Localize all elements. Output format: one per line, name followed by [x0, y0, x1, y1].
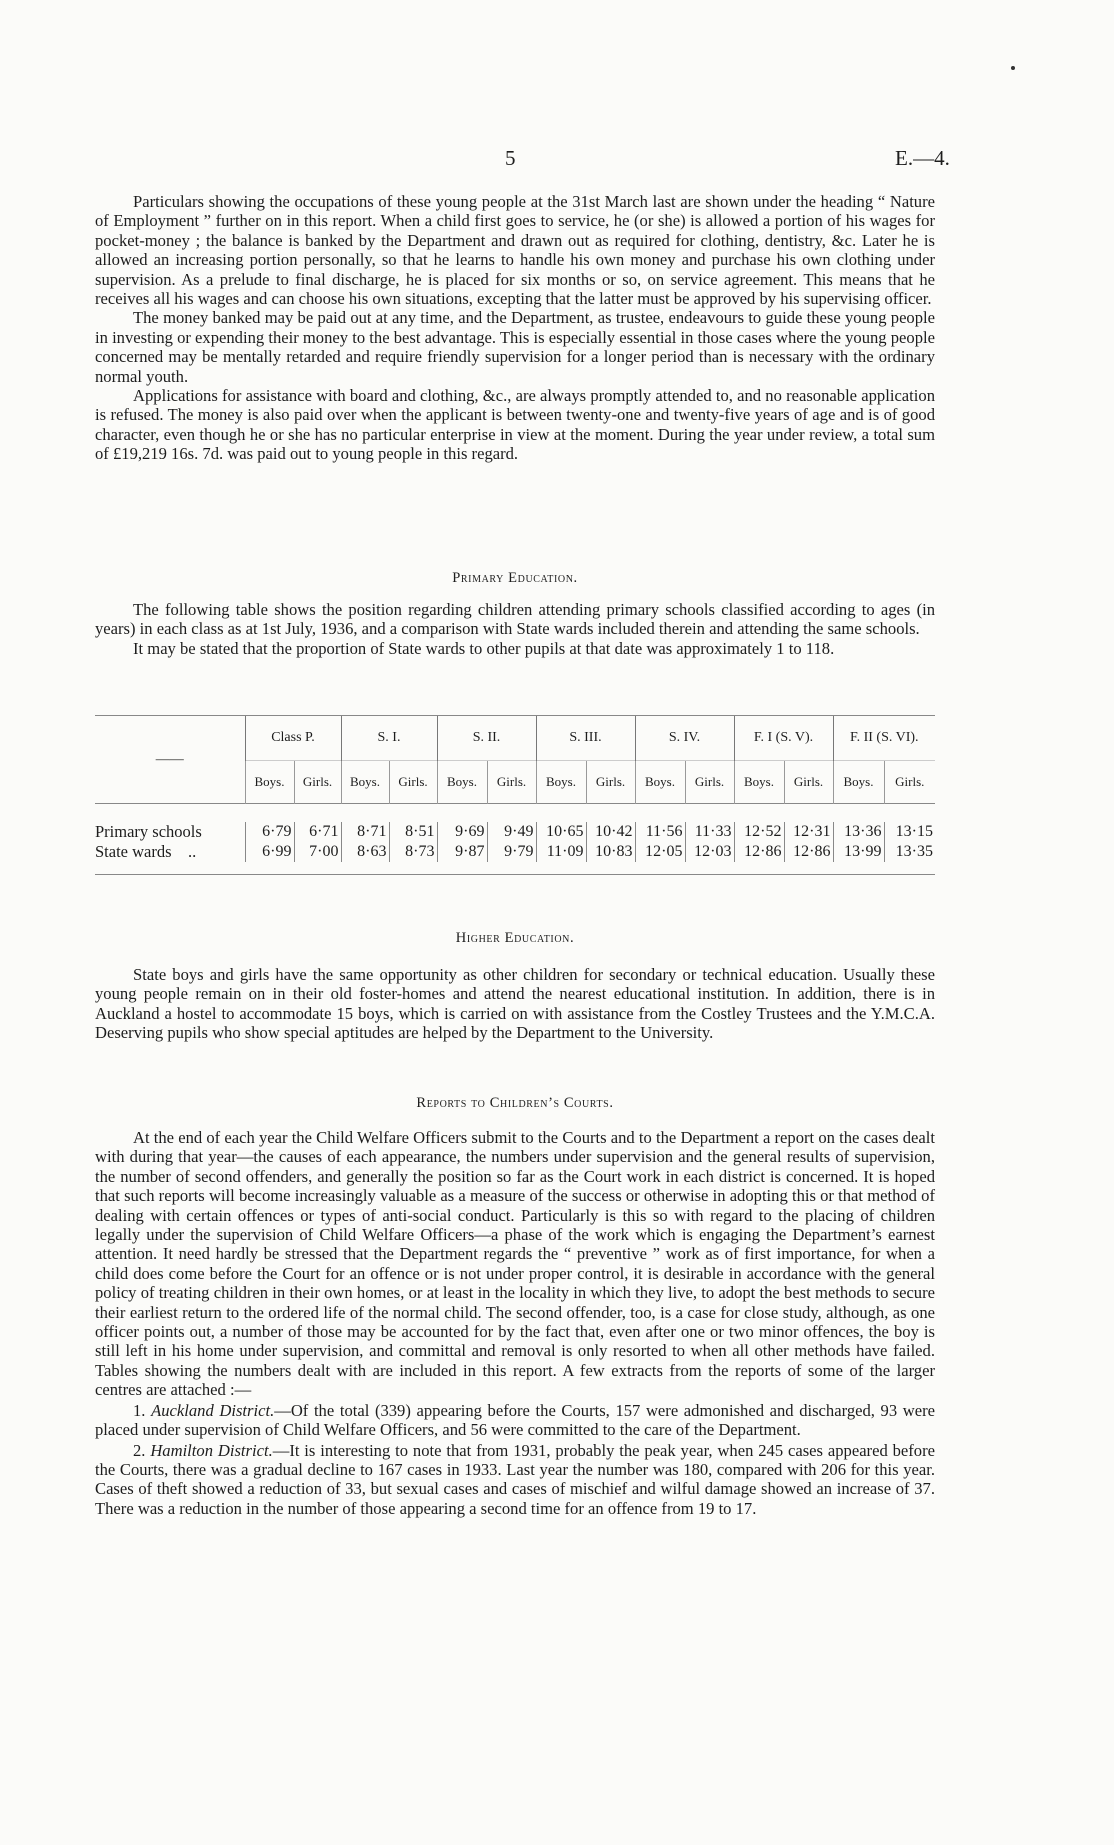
table-cell: 11·33 [685, 822, 734, 842]
sex-header: Boys. [245, 761, 294, 804]
paragraph-applications: Applications for assistance with board and clothing, &c., are always promptly attended to, and no reasonable application is refused. The money is also paid over when the applicant is between twenty-one and twenty-five years of age and is of good character, even though he or she has no particular enterprise in view at the moment. During the year under review, a total sum of £19,219 16s. 7d. was paid out to young people in this regard. [95, 386, 935, 464]
paragraph-primary-proportion: It may be stated that the proportion of State wards to other pupils at that date was approximately 1 to 118. [133, 638, 835, 658]
primary-education-text [95, 600, 935, 658]
sex-header: Girls. [784, 761, 833, 804]
table-cell: 6·99 [245, 842, 294, 862]
sex-header: Girls. [884, 761, 935, 804]
table-cell: 10·83 [586, 842, 635, 862]
sex-header: Boys. [437, 761, 487, 804]
sex-header: Girls. [487, 761, 536, 804]
district-title: Hamilton District. [150, 1440, 273, 1460]
reports-text [95, 1128, 935, 1518]
reports-heading: Reports to Children’s Courts. [416, 1095, 614, 1111]
class-header: F. I (S. V). [734, 716, 833, 761]
paragraph-auckland [95, 1401, 935, 1440]
district-text: —It is interesting to note that from 1931, probably the peak year, when 245 cases appeared before the Courts, there was a gradual decline to 167 cases in 1933. Last year the number was 180, compared with 206 for this year. Cases of theft showed a reduction of 33, but sexual cases and cases of mischief and wilful damage showed an increase of 37. There was a reduction in the number of those appearing a second time for an offence from 19 to 17. [95, 1440, 935, 1518]
higher-education-section [95, 930, 935, 947]
higher-education-text [95, 965, 935, 1043]
table-cell: 11·56 [635, 822, 685, 842]
table-row-state-wards [95, 842, 935, 862]
paragraph-hamilton [95, 1441, 935, 1519]
sex-header: Girls. [685, 761, 734, 804]
class-header: S. III. [536, 716, 635, 761]
class-header: S. I. [341, 716, 437, 761]
paragraph-money-banked: The money banked may be paid out at any time, and the Department, as trustee, endeavours to guide these young people in investing or expending their money to the best advantage. This is especially essential in those cases where the young people concerned may be mentally retarded and require friendly supervision for a longer period than is necessary with the ordinary normal youth. [95, 308, 935, 386]
paragraph-reports: At the end of each year the Child Welfare Officers submit to the Courts and to the Department a report on the cases dealt with during that year—the causes of each appearance, the numbers under supervision and the general results of supervision, the number of second offenders, and generally the position so far as the Court work in each district is concerned. It is hoped that such reports will become increasingly valuable as a measure of the success or otherwise in adopting this or that method of dealing with certain offences or types of anti-social conduct. Particularly is this so with regard to the placing of children legally under the supervision of Child Welfare Officers—a phase of the work which is engaging the Department’s earnest attention. It need hardly be stressed that the Department regards the “ preventive ” work as of first importance, for when a child does come before the Court for an offence or is not under proper control, it is desirable in accordance with the general policy of treating children in their own homes, or at least in the locality in which they live, to adopt the best methods to secure their earliest return to the ordered life of the normal child. The second offender, too, is a case for close study, although, as one officer points out, a number of those may be accounted for by the fact that, even after one or two minor offences, the boy is still left in his home under supervision, and committal and removal is only resorted to when all other methods have failed. Tables showing the numbers dealt with are included in this report. A few extracts from the reports of some of the larger centres are attached :— [95, 1128, 935, 1400]
table-cell: 13·36 [833, 822, 884, 842]
table-cell: 6·79 [245, 822, 294, 842]
table-gap-row [95, 804, 935, 823]
sex-header: Boys. [833, 761, 884, 804]
primary-education-section [95, 570, 935, 587]
table-cell: 6·71 [294, 822, 341, 842]
item-number: 1. [133, 1400, 146, 1420]
primary-education-heading: Primary Education. [452, 570, 578, 586]
sex-header: Boys. [635, 761, 685, 804]
class-header: S. II. [437, 716, 536, 761]
row-label: Primary schools [95, 822, 202, 841]
table-cell: 12·03 [685, 842, 734, 862]
table-cell: 9·79 [487, 842, 536, 862]
table-cell: 9·69 [437, 822, 487, 842]
class-header: F. II (S. VI). [833, 716, 935, 761]
item-number: 2. [133, 1440, 146, 1460]
paragraph-employment: Particulars showing the occupations of these young people at the 31st March last are shown under the heading “ Nature of Employment ” further on in this report. When a child first goes to service, he (or she) is allowed a portion of his wages for pocket-money ; the balance is banked by the Department and drawn out as required for clothing, dentistry, &c. Later he is allowed an increasing portion personally, so that he learns to handle his own money and purchase his own clothing under supervision. As a prelude to final discharge, he is placed for six months or so, on service agreement. This means that he receives all his wages and can choose his own situations, excepting that the latter must be approved by his supervising officer. [95, 192, 935, 309]
table-cell: 7·00 [294, 842, 341, 862]
intro-section [95, 192, 935, 464]
table-cell: 12·31 [784, 822, 833, 842]
row-label: State wards .. [95, 842, 197, 861]
table-cell: 10·42 [586, 822, 635, 842]
table-bottom-row [95, 862, 935, 875]
table-cell: 10·65 [536, 822, 586, 842]
class-header: S. IV. [635, 716, 734, 761]
table-cell: 13·99 [833, 842, 884, 862]
speck-mark [1011, 66, 1015, 70]
age-table-wrapper [95, 715, 935, 875]
table-cell: 9·87 [437, 842, 487, 862]
table-cell: 12·86 [784, 842, 833, 862]
table-cell: 8·71 [341, 822, 389, 842]
table-cell: 12·86 [734, 842, 784, 862]
age-comparison-table [95, 716, 935, 875]
paragraph-primary-table-intro: The following table shows the position regarding children attending primary schools classified according to ages (in years) in each class as at 1st July, 1936, and a comparison with State wards included therein and attending the same schools. [95, 600, 935, 639]
table-cell: 8·63 [341, 842, 389, 862]
sex-header: Girls. [389, 761, 437, 804]
sex-header: Boys. [536, 761, 586, 804]
district-title: Auckland District. [151, 1400, 275, 1420]
table-cell: 12·05 [635, 842, 685, 862]
sex-header: Girls. [586, 761, 635, 804]
higher-education-heading: Higher Education. [455, 930, 575, 946]
table-row-primary-schools [95, 822, 935, 842]
document-reference: E.—4. [895, 146, 950, 170]
sex-header: Boys. [734, 761, 784, 804]
table-cell: 8·73 [389, 842, 437, 862]
table-cell: 13·35 [884, 842, 935, 862]
reports-section [95, 1095, 935, 1112]
table-corner: —— [155, 751, 184, 767]
paragraph-higher-education: State boys and girls have the same opportunity as other children for secondary or technical education. Usually these young people remain on in their old foster-homes and attend the nearest educational institution. In addition, there is in Auckland a hostel to accommodate 15 boys, which is carried on with assistance from the Costley Trustees and the Y.M.C.A. Deserving pupils who show special aptitudes are helped by the Department to the University. [95, 965, 935, 1043]
page-number: 5 [505, 146, 516, 170]
class-header: Class P. [245, 716, 341, 761]
sex-header: Girls. [294, 761, 341, 804]
district-text: —Of the total (339) appearing before the Courts, 157 were admonished and discharged, 93 were placed under supervision of Child Welfare Officers, and 56 were committed to the care of the Department. [95, 1400, 935, 1440]
table-cell: 8·51 [389, 822, 437, 842]
table-cell: 12·52 [734, 822, 784, 842]
table-cell: 13·15 [884, 822, 935, 842]
sex-header: Boys. [341, 761, 389, 804]
table-cell: 9·49 [487, 822, 536, 842]
table-cell: 11·09 [536, 842, 586, 862]
class-header-row [95, 716, 935, 761]
